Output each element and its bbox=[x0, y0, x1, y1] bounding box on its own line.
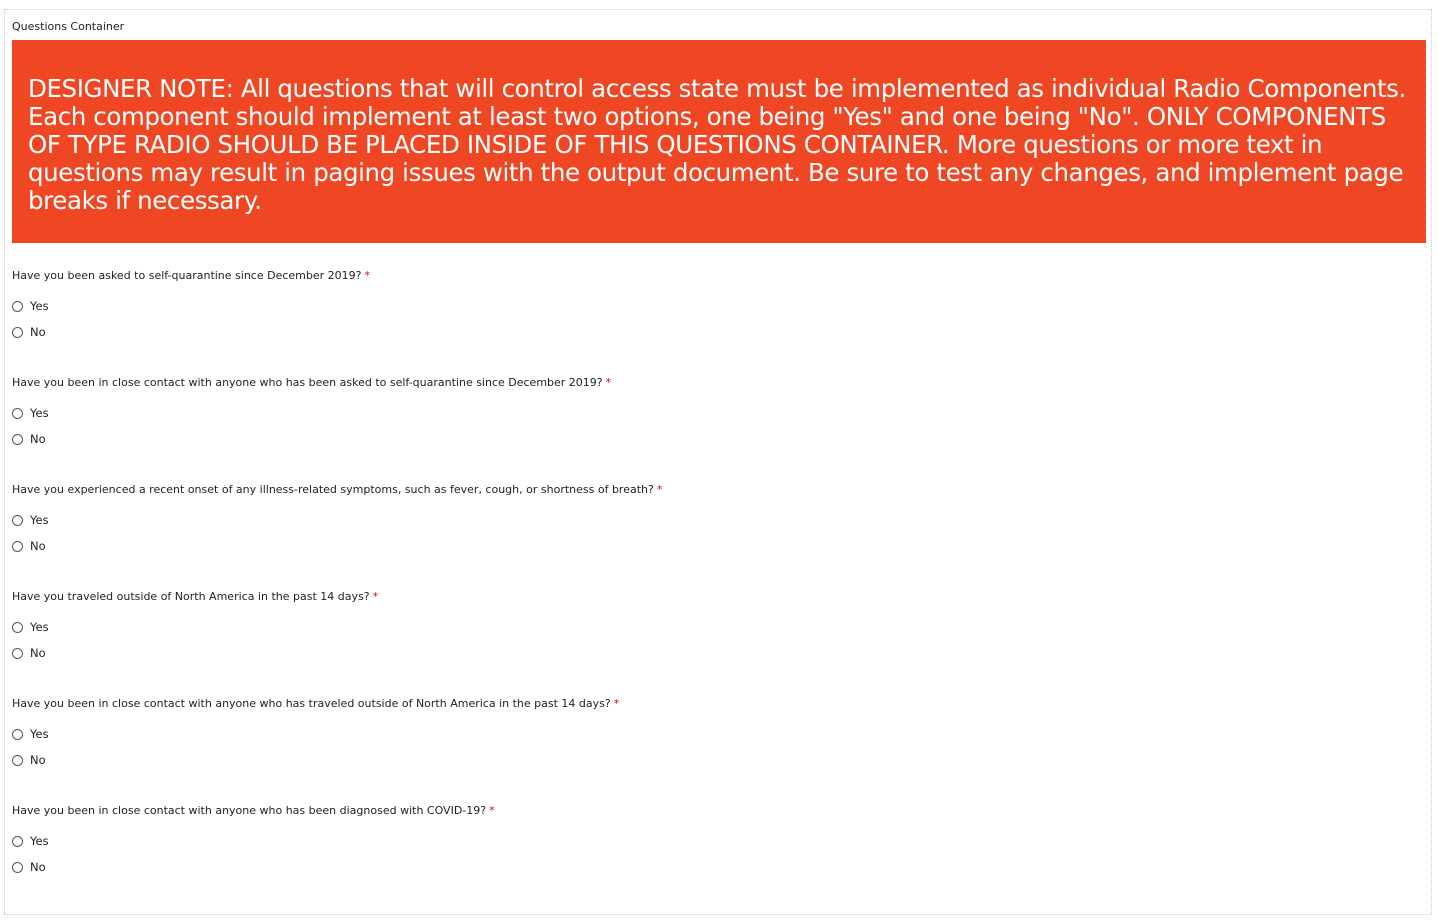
radio-option-yes[interactable] bbox=[12, 833, 49, 849]
question-self-quarantine bbox=[12, 269, 1412, 339]
radio-button[interactable] bbox=[12, 729, 23, 740]
question-label bbox=[12, 269, 1412, 283]
required-marker: * bbox=[656, 483, 663, 496]
radio-option-yes[interactable] bbox=[12, 405, 49, 421]
question-text: Have you traveled outside of North America in the past 14 days? bbox=[12, 590, 370, 603]
radio-option-yes[interactable] bbox=[12, 726, 49, 742]
radio-option-label: No bbox=[30, 432, 46, 446]
radio-button[interactable] bbox=[12, 622, 23, 633]
radio-button[interactable] bbox=[12, 515, 23, 526]
question-text: Have you been asked to self-quarantine since December 2019? bbox=[12, 269, 362, 282]
designer-note: DESIGNER NOTE: All questions that will control access state must be implemented as individual Radio Components. Each component should implement at least two options, one being "Yes" and one being "No". ONLY COMPONENTS OF TYPE RADIO SHOULD BE PLACED INSIDE OF THIS QUESTIONS CONTAINER. More questions or more text in questions may result in paging issues with the output document. Be sure to test any changes, and implement page breaks if necessary. bbox=[12, 40, 1426, 243]
radio-button[interactable] bbox=[12, 836, 23, 847]
questions-container bbox=[4, 9, 1432, 915]
radio-button[interactable] bbox=[12, 862, 23, 873]
required-marker: * bbox=[613, 697, 620, 710]
question-text: Have you been in close contact with anyone who has been diagnosed with COVID-19? bbox=[12, 804, 487, 817]
question-label bbox=[12, 697, 1412, 711]
radio-button[interactable] bbox=[12, 327, 23, 338]
radio-option-label: Yes bbox=[30, 620, 49, 634]
question-label bbox=[12, 804, 1412, 818]
radio-option-label: Yes bbox=[30, 299, 49, 313]
radio-option-label: Yes bbox=[30, 513, 49, 527]
radio-option-yes[interactable] bbox=[12, 298, 49, 314]
required-marker: * bbox=[364, 269, 370, 282]
radio-option-label: Yes bbox=[30, 406, 49, 420]
question-contact-travel bbox=[12, 697, 1412, 767]
required-marker: * bbox=[372, 590, 379, 603]
radio-option-no[interactable] bbox=[12, 859, 46, 875]
radio-option-label: No bbox=[30, 325, 46, 339]
container-title: Questions Container bbox=[12, 20, 125, 33]
radio-button[interactable] bbox=[12, 408, 23, 419]
radio-option-label: Yes bbox=[30, 834, 49, 848]
radio-option-no[interactable] bbox=[12, 752, 46, 768]
radio-button[interactable] bbox=[12, 755, 23, 766]
question-label bbox=[12, 483, 1412, 497]
radio-option-label: No bbox=[30, 753, 46, 767]
question-label bbox=[12, 376, 1412, 390]
question-text: Have you been in close contact with anyone who has traveled outside of North America in the past 14 days? bbox=[12, 697, 611, 710]
radio-option-yes[interactable] bbox=[12, 512, 49, 528]
radio-option-no[interactable] bbox=[12, 324, 46, 340]
radio-button[interactable] bbox=[12, 434, 23, 445]
question-contact-self-quarantine bbox=[12, 376, 1412, 446]
required-marker: * bbox=[489, 804, 495, 817]
radio-option-label: No bbox=[30, 860, 46, 874]
required-marker: * bbox=[605, 376, 612, 389]
radio-button[interactable] bbox=[12, 301, 23, 312]
radio-option-label: No bbox=[30, 539, 46, 553]
radio-option-no[interactable] bbox=[12, 431, 46, 447]
question-text: Have you been in close contact with anyone who has been asked to self-quarantine since December 2019? bbox=[12, 376, 603, 389]
question-label bbox=[12, 590, 1412, 604]
radio-button[interactable] bbox=[12, 541, 23, 552]
question-text: Have you experienced a recent onset of any illness-related symptoms, such as fever, cough, or shortness of breath? bbox=[12, 483, 654, 496]
question-travel bbox=[12, 590, 1412, 660]
radio-option-label: No bbox=[30, 646, 46, 660]
radio-option-label: Yes bbox=[30, 727, 49, 741]
question-symptoms bbox=[12, 483, 1412, 553]
question-contact-covid bbox=[12, 804, 1412, 874]
radio-option-yes[interactable] bbox=[12, 619, 49, 635]
radio-option-no[interactable] bbox=[12, 645, 46, 661]
radio-button[interactable] bbox=[12, 648, 23, 659]
radio-option-no[interactable] bbox=[12, 538, 46, 554]
